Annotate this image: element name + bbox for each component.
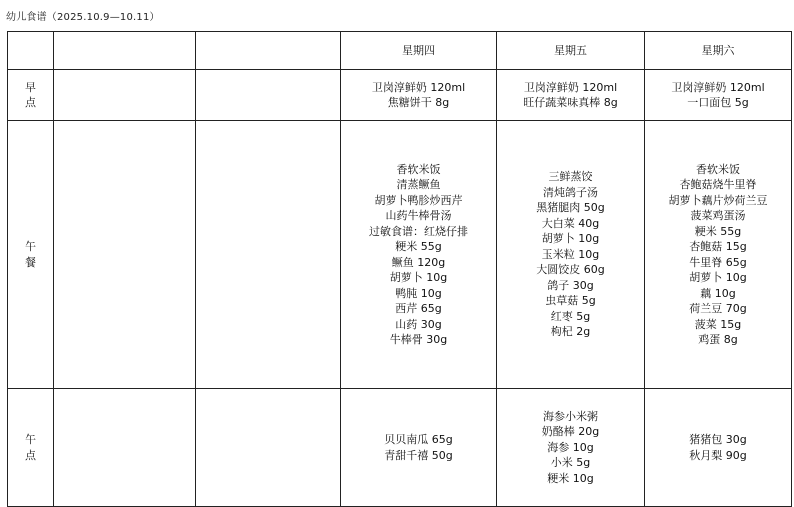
menu-item: 藕 10g [700,286,736,300]
menu-item: 海参 10g [547,440,594,454]
menu-item: 胡萝卜 10g [689,271,747,284]
menu-cell [341,389,497,507]
menu-item: 粳米 55g [694,224,742,238]
menu-item: 粳米 10g [547,471,594,485]
menu-item: 枸杞 2g [550,325,591,339]
menu-item: 胡萝卜 10g [541,232,600,246]
menu-item: 秋月梨 90g [689,448,747,462]
menu-item: 鸭肫 10g [395,286,442,300]
menu-item: 红枣 5g [550,309,591,323]
menu-cell [497,121,645,389]
menu-item: 香软米饭 [396,162,441,176]
menu-item: 焦糖饼干 8g [387,96,450,109]
day-header-thursday: 星期四 [341,32,497,70]
menu-item: 杏鲍菇 15g [689,240,747,253]
empty-cell [54,70,196,121]
menu-cell [645,70,792,121]
empty-cell [196,389,341,507]
menu-item: 荷兰豆 70g [689,302,747,315]
empty-cell [196,70,341,121]
menu-item-list [671,80,764,111]
menu-item: 虫草菇 5g [545,294,596,308]
empty-cell [196,121,341,389]
menu-item: 黑猪腿肉 50g [536,201,605,215]
menu-item: 菠菜鸡蛋汤 [690,209,746,222]
menu-item-list [689,432,746,463]
menu-item: 西芹 65g [395,302,442,315]
menu-item: 鸡蛋 8g [698,333,738,346]
day-header-friday: 星期五 [497,32,645,70]
menu-item: 三鲜蒸饺 [548,170,593,184]
menu-item: 过敏食谱：红烧仔排 [369,224,468,238]
menu-item: 卫岗淳鲜奶 120ml [523,80,618,94]
menu-item: 胡萝卜 10g [389,271,448,284]
menu-item: 卫岗淳鲜奶 120ml [371,80,466,94]
empty-header-cell [54,32,196,70]
empty-cell [54,121,196,389]
menu-item: 粳米 55g [395,240,442,253]
meal-row-afternoon-snack [8,389,792,507]
empty-cell [54,389,196,507]
menu-item: 牛棒骨 30g [389,333,448,346]
menu-cell [645,389,792,507]
menu-item: 贝贝南瓜 65g [384,433,453,446]
menu-item: 胡萝卜藕片炒荷兰豆 [668,193,768,207]
menu-item: 玉米粒 10g [541,247,600,261]
empty-header-cell [8,32,54,70]
day-header-saturday: 星期六 [645,32,792,70]
document-title: 幼儿食谱（2025.10.9—10.11） [6,12,160,23]
menu-item: 香软米饭 [696,162,740,176]
menu-item-list [523,80,617,111]
header-row [8,32,792,70]
menu-cell [341,121,497,389]
menu-item-list [369,162,468,348]
menu-item: 清炖鸽子汤 [542,185,598,199]
menu-item-list [372,80,465,111]
menu-item: 奶酪棒 20g [541,425,600,439]
menu-item: 山药 30g [395,317,442,331]
meal-label-breakfast: 早 点 [8,70,54,121]
menu-item: 胡萝卜鸭胗炒西芹 [374,193,463,207]
menu-cell [341,70,497,121]
menu-table [7,31,792,507]
menu-item: 牛里脊 65g [689,255,747,269]
menu-cell [497,70,645,121]
menu-item: 海参小米粥 [542,409,598,423]
menu-item-list [384,432,452,463]
menu-cell [497,389,645,507]
menu-item: 小米 5g [550,456,591,470]
meal-label-lunch: 午 餐 [8,121,54,389]
menu-item: 鸽子 30g [547,278,594,292]
meal-label-afternoon-snack: 午 点 [8,389,54,507]
menu-item-list [536,169,604,340]
menu-item: 卫岗淳鲜奶 120ml [671,80,765,94]
menu-item: 旺仔蔬菜味真棒 8g [523,96,618,109]
menu-cell [645,121,792,389]
menu-item: 菠菜 15g [694,317,742,331]
menu-item-list [669,162,768,348]
menu-item-list [542,409,599,487]
menu-item: 青甜千禧 50g [384,448,453,462]
menu-item: 猪猪包 30g [689,433,747,446]
menu-item: 杏鲍菇烧牛里脊 [679,178,757,191]
menu-item: 一口面包 5g [687,96,749,109]
empty-header-cell [196,32,341,70]
menu-item: 清蒸鳜鱼 [396,178,441,191]
menu-item: 山药牛棒骨汤 [385,209,452,222]
meal-row-breakfast [8,70,792,121]
menu-item: 鳜鱼 120g [391,255,446,269]
meal-row-lunch [8,121,792,389]
menu-item: 大圆饺皮 60g [536,263,605,277]
menu-item: 大白菜 40g [541,216,600,230]
